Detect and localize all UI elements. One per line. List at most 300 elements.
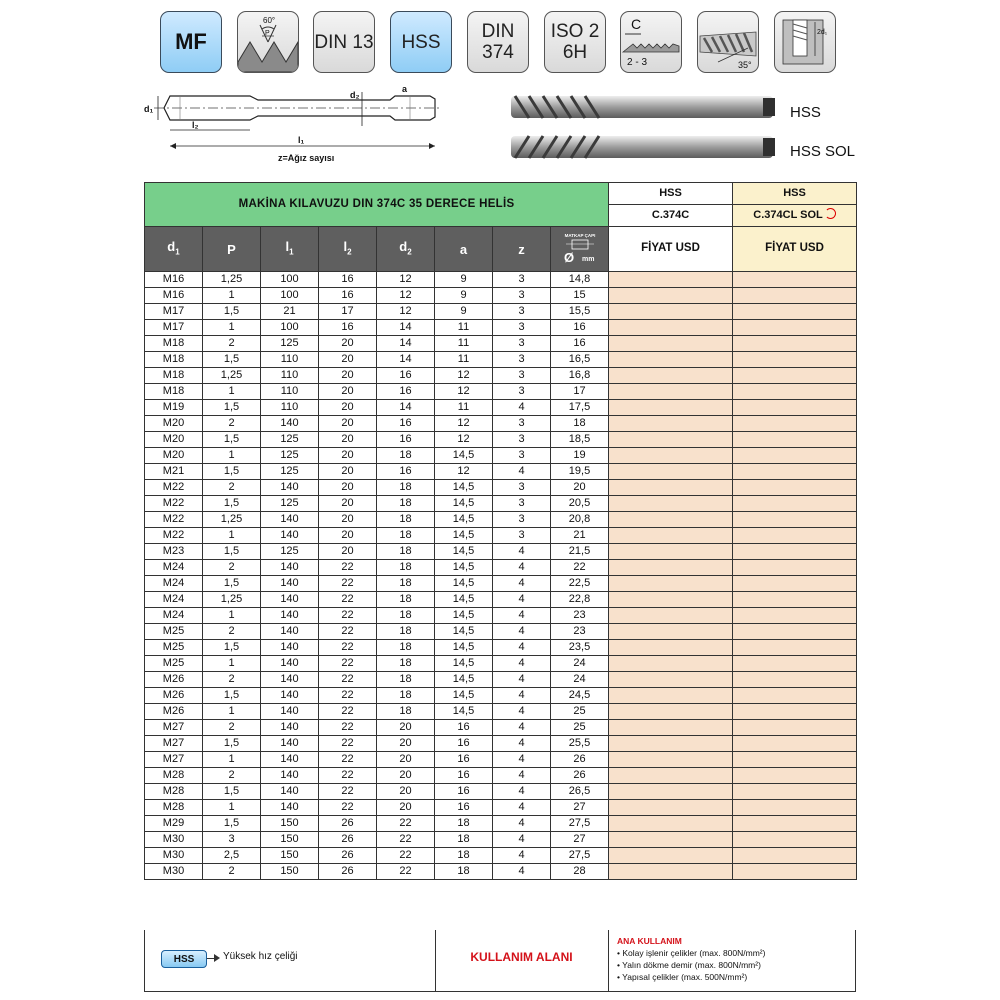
cell-p: 1,5 [203, 816, 261, 832]
price-cell-product2 [733, 832, 857, 848]
hss-icon [390, 11, 452, 73]
cell-drill: 23 [551, 608, 609, 624]
cell-d1: M28 [145, 768, 203, 784]
col-header-a: a [435, 227, 493, 272]
price-cell-product2 [733, 416, 857, 432]
cell-z: 4 [493, 672, 551, 688]
cell-l1: 140 [261, 752, 319, 768]
cell-d1: M28 [145, 784, 203, 800]
price-cell-product1 [609, 368, 733, 384]
price-cell-product1 [609, 800, 733, 816]
cell-l1: 140 [261, 656, 319, 672]
cell-l1: 140 [261, 704, 319, 720]
price-cell-product2 [733, 464, 857, 480]
col-header-l1: $l_1$ [261, 227, 319, 272]
col-header-drill [551, 227, 609, 272]
cell-p: 1 [203, 608, 261, 624]
table-row [145, 560, 857, 576]
cell-a: 18 [435, 848, 493, 864]
cell-a: 18 [435, 816, 493, 832]
cell-a: 16 [435, 752, 493, 768]
cell-l2: 20 [319, 480, 377, 496]
cell-p: 1,5 [203, 736, 261, 752]
cell-l1: 140 [261, 528, 319, 544]
price-cell-product2 [733, 784, 857, 800]
cell-l1: 110 [261, 368, 319, 384]
footer-divider [608, 930, 609, 991]
price-cell-product2 [733, 320, 857, 336]
cell-drill: 27,5 [551, 816, 609, 832]
product1-material: HSS [609, 183, 733, 205]
cell-a: 12 [435, 384, 493, 400]
cell-z: 4 [493, 800, 551, 816]
main-usage-item: • Yalın dökme demir (max. 800N/mm²) [617, 960, 761, 970]
cell-p: 2 [203, 864, 261, 880]
cell-drill: 27 [551, 800, 609, 816]
cell-drill: 26 [551, 752, 609, 768]
cell-l1: 140 [261, 480, 319, 496]
cell-p: 2,5 [203, 848, 261, 864]
cell-z: 3 [493, 336, 551, 352]
table-row [145, 544, 857, 560]
cell-l1: 110 [261, 352, 319, 368]
table-row [145, 368, 857, 384]
cell-a: 14,5 [435, 656, 493, 672]
cell-d1: M24 [145, 560, 203, 576]
cell-a: 16 [435, 784, 493, 800]
price-cell-product1 [609, 400, 733, 416]
product1-code: C.374C [609, 205, 733, 227]
price-cell-product1 [609, 624, 733, 640]
cell-l1: 140 [261, 640, 319, 656]
price-cell-product2 [733, 512, 857, 528]
cell-z: 3 [493, 432, 551, 448]
din374-icon [467, 11, 529, 73]
cell-l1: 100 [261, 288, 319, 304]
cell-d1: M25 [145, 656, 203, 672]
cell-d1: M19 [145, 400, 203, 416]
cell-d2: 20 [377, 720, 435, 736]
cell-p: 1,5 [203, 544, 261, 560]
cell-d1: M18 [145, 336, 203, 352]
price-cell-product1 [609, 560, 733, 576]
table-row [145, 592, 857, 608]
cell-d1: M24 [145, 592, 203, 608]
cell-d1: M18 [145, 384, 203, 400]
cell-p: 1 [203, 752, 261, 768]
table-row [145, 832, 857, 848]
hss-sol-photo-label: HSS SOL [790, 143, 856, 160]
cell-z: 3 [493, 352, 551, 368]
price-cell-product1 [609, 640, 733, 656]
table-row [145, 432, 857, 448]
cell-drill: 28 [551, 864, 609, 880]
cell-a: 11 [435, 320, 493, 336]
mf-icon [160, 11, 222, 73]
thread-angle-icon [237, 11, 299, 73]
cell-z: 4 [493, 464, 551, 480]
product2-code-text: C.374CL SOL [753, 209, 823, 221]
price-cell-product2 [733, 480, 857, 496]
cell-z: 4 [493, 816, 551, 832]
cell-p: 1 [203, 320, 261, 336]
cell-z: 4 [493, 736, 551, 752]
cell-z: 4 [493, 704, 551, 720]
cell-a: 18 [435, 832, 493, 848]
cell-p: 1 [203, 288, 261, 304]
price-cell-product1 [609, 736, 733, 752]
legend-footer [144, 930, 856, 992]
cell-l1: 140 [261, 592, 319, 608]
cell-l1: 150 [261, 848, 319, 864]
cell-l2: 17 [319, 304, 377, 320]
iso-label: ISO 2 6H [550, 21, 600, 63]
iso-tolerance-icon [544, 11, 606, 73]
cell-l2: 20 [319, 432, 377, 448]
cell-l2: 20 [319, 368, 377, 384]
price-cell-product1 [609, 528, 733, 544]
cell-d1: M27 [145, 752, 203, 768]
cell-z: 4 [493, 400, 551, 416]
cell-d2: 18 [377, 608, 435, 624]
col-header-d2: $d_2$ [377, 227, 435, 272]
cell-drill: 20,5 [551, 496, 609, 512]
cell-l2: 20 [319, 496, 377, 512]
l1-label: l₁ [298, 135, 305, 145]
cell-l2: 20 [319, 528, 377, 544]
thread-pitch-text: P [265, 30, 270, 37]
cell-p: 2 [203, 560, 261, 576]
cell-z: 4 [493, 656, 551, 672]
cell-d1: M25 [145, 640, 203, 656]
table-row [145, 816, 857, 832]
cell-z: 3 [493, 512, 551, 528]
cell-l2: 26 [319, 864, 377, 880]
cell-drill: 17,5 [551, 400, 609, 416]
chamfer-range: 2 - 3 [627, 57, 648, 68]
din13-label: DIN 13 [314, 31, 374, 53]
spec-icon-row [160, 11, 840, 73]
cell-d2: 18 [377, 528, 435, 544]
cell-l1: 21 [261, 304, 319, 320]
cell-d2: 22 [377, 864, 435, 880]
cell-d2: 18 [377, 576, 435, 592]
price-cell-product2 [733, 336, 857, 352]
cell-a: 14,5 [435, 704, 493, 720]
main-usage-title: ANA KULLANIM [617, 936, 682, 946]
cell-drill: 17 [551, 384, 609, 400]
cell-d2: 18 [377, 512, 435, 528]
cell-d2: 14 [377, 320, 435, 336]
cell-l1: 140 [261, 768, 319, 784]
price-cell-product1 [609, 672, 733, 688]
price-cell-product1 [609, 464, 733, 480]
cell-p: 1 [203, 656, 261, 672]
chamfer-letter: C [631, 16, 642, 32]
cell-p: 2 [203, 720, 261, 736]
main-usage-item: • Yapısal çelikler (max. 500N/mm²) [617, 972, 748, 982]
cell-d2: 18 [377, 480, 435, 496]
a-label: a [402, 84, 408, 94]
price-cell-product2 [733, 592, 857, 608]
price-cell-product1 [609, 496, 733, 512]
col-header-p: P [203, 227, 261, 272]
cell-l1: 140 [261, 736, 319, 752]
price-cell-product1 [609, 816, 733, 832]
cell-p: 1,25 [203, 368, 261, 384]
price-cell-product1 [609, 272, 733, 288]
cell-drill: 24 [551, 656, 609, 672]
cell-drill: 20,8 [551, 512, 609, 528]
cell-d2: 18 [377, 496, 435, 512]
price-cell-product2 [733, 672, 857, 688]
cell-d1: M18 [145, 352, 203, 368]
table-row [145, 608, 857, 624]
cell-z: 3 [493, 528, 551, 544]
table-row [145, 496, 857, 512]
table-row [145, 320, 857, 336]
cell-l2: 20 [319, 400, 377, 416]
price-cell-product2 [733, 528, 857, 544]
hss-tap-image [511, 96, 775, 118]
table-row [145, 400, 857, 416]
table-row [145, 864, 857, 880]
cell-d1: M26 [145, 672, 203, 688]
cell-a: 9 [435, 272, 493, 288]
cell-p: 1,5 [203, 688, 261, 704]
cell-a: 14,5 [435, 688, 493, 704]
cell-p: 1 [203, 448, 261, 464]
cell-l1: 140 [261, 784, 319, 800]
table-row [145, 720, 857, 736]
cell-l1: 125 [261, 432, 319, 448]
cell-drill: 21 [551, 528, 609, 544]
price-cell-product2 [733, 640, 857, 656]
price-cell-product2 [733, 656, 857, 672]
cell-l1: 150 [261, 816, 319, 832]
cell-drill: 16,5 [551, 352, 609, 368]
price-cell-product2 [733, 576, 857, 592]
cell-p: 2 [203, 672, 261, 688]
cell-d1: M22 [145, 480, 203, 496]
cell-d2: 16 [377, 432, 435, 448]
cell-z: 4 [493, 848, 551, 864]
cell-a: 16 [435, 800, 493, 816]
cell-d1: M16 [145, 272, 203, 288]
cell-l1: 140 [261, 672, 319, 688]
price-cell-product2 [733, 496, 857, 512]
price-cell-product2 [733, 720, 857, 736]
cell-l1: 110 [261, 400, 319, 416]
spiral-flute-icon [697, 11, 759, 73]
cell-d2: 20 [377, 736, 435, 752]
mf-label: MF [175, 29, 207, 54]
cell-a: 14,5 [435, 576, 493, 592]
cell-p: 1,5 [203, 464, 261, 480]
cell-z: 4 [493, 624, 551, 640]
cell-drill: 14,8 [551, 272, 609, 288]
d1-label: d₁ [144, 104, 154, 114]
left-hand-rotation-icon [825, 208, 836, 219]
cell-d2: 14 [377, 352, 435, 368]
col-header-z: z [493, 227, 551, 272]
table-row [145, 464, 857, 480]
cell-a: 12 [435, 432, 493, 448]
cell-d2: 18 [377, 640, 435, 656]
cell-d2: 22 [377, 816, 435, 832]
price-cell-product2 [733, 432, 857, 448]
price-cell-product1 [609, 784, 733, 800]
cell-a: 11 [435, 400, 493, 416]
cell-drill: 25,5 [551, 736, 609, 752]
cell-d1: M20 [145, 448, 203, 464]
cell-drill: 25 [551, 720, 609, 736]
cell-d2: 14 [377, 336, 435, 352]
cell-d2: 12 [377, 272, 435, 288]
cell-drill: 16 [551, 336, 609, 352]
cell-p: 1,25 [203, 272, 261, 288]
cell-p: 1,5 [203, 432, 261, 448]
price-cell-product1 [609, 384, 733, 400]
table-row [145, 480, 857, 496]
price-cell-product2 [733, 608, 857, 624]
table-body [145, 272, 857, 880]
cell-p: 1,5 [203, 576, 261, 592]
table-row [145, 336, 857, 352]
cell-d2: 16 [377, 416, 435, 432]
cell-z: 4 [493, 640, 551, 656]
cell-drill: 26,5 [551, 784, 609, 800]
cell-z: 3 [493, 448, 551, 464]
cell-a: 14,5 [435, 480, 493, 496]
cell-drill: 27,5 [551, 848, 609, 864]
cell-d1: M24 [145, 608, 203, 624]
price-cell-product2 [733, 368, 857, 384]
cell-d2: 18 [377, 672, 435, 688]
cell-drill: 16 [551, 320, 609, 336]
table-row [145, 752, 857, 768]
cell-l1: 140 [261, 416, 319, 432]
cell-d1: M21 [145, 464, 203, 480]
cell-z: 3 [493, 384, 551, 400]
col-header-l2: $l_2$ [319, 227, 377, 272]
price-cell-product2 [733, 560, 857, 576]
flute-count-note: z=Ağız sayısı [278, 153, 335, 163]
price-cell-product2 [733, 384, 857, 400]
hss-label: HSS [401, 31, 441, 53]
cell-l1: 110 [261, 384, 319, 400]
cell-l1: 140 [261, 720, 319, 736]
chamfer-icon [620, 11, 682, 73]
din13-icon [313, 11, 375, 73]
cell-p: 1,25 [203, 592, 261, 608]
cell-z: 4 [493, 864, 551, 880]
cell-l2: 22 [319, 656, 377, 672]
cell-a: 14,5 [435, 528, 493, 544]
cell-z: 4 [493, 576, 551, 592]
hss-photo-label: HSS [790, 104, 821, 121]
cell-l2: 22 [319, 592, 377, 608]
cell-l1: 100 [261, 272, 319, 288]
table-row [145, 672, 857, 688]
cell-l2: 26 [319, 816, 377, 832]
cell-p: 2 [203, 416, 261, 432]
price-cell-product1 [609, 864, 733, 880]
cell-d1: M17 [145, 320, 203, 336]
cell-p: 1,5 [203, 304, 261, 320]
cell-d2: 18 [377, 560, 435, 576]
table-row [145, 848, 857, 864]
cell-p: 1,5 [203, 400, 261, 416]
cell-drill: 19,5 [551, 464, 609, 480]
cell-d1: M26 [145, 704, 203, 720]
cell-a: 14,5 [435, 624, 493, 640]
cell-d2: 16 [377, 464, 435, 480]
price-cell-product1 [609, 592, 733, 608]
cell-a: 18 [435, 864, 493, 880]
cell-l2: 16 [319, 320, 377, 336]
price-cell-product1 [609, 720, 733, 736]
cell-a: 12 [435, 416, 493, 432]
cell-d2: 20 [377, 752, 435, 768]
cell-z: 3 [493, 480, 551, 496]
cell-p: 1 [203, 528, 261, 544]
cell-l2: 22 [319, 608, 377, 624]
din374-label: DIN 374 [481, 21, 515, 63]
cell-l2: 20 [319, 464, 377, 480]
usage-area-label: KULLANIM ALANI [470, 950, 573, 964]
price-cell-product2 [733, 816, 857, 832]
cell-z: 3 [493, 416, 551, 432]
cell-a: 14,5 [435, 544, 493, 560]
drill-symbol: Ø [563, 249, 574, 265]
cell-d2: 20 [377, 784, 435, 800]
cell-z: 4 [493, 688, 551, 704]
main-usage-block [617, 935, 765, 983]
cell-p: 2 [203, 624, 261, 640]
cell-l2: 20 [319, 512, 377, 528]
cell-z: 4 [493, 784, 551, 800]
cell-drill: 18 [551, 416, 609, 432]
price-cell-product2 [733, 288, 857, 304]
cell-drill: 26 [551, 768, 609, 784]
cell-d2: 22 [377, 848, 435, 864]
cell-l1: 125 [261, 544, 319, 560]
price-cell-product2 [733, 736, 857, 752]
cell-d1: M24 [145, 576, 203, 592]
d2-label: d₂ [350, 90, 360, 100]
cell-d2: 18 [377, 624, 435, 640]
cell-a: 11 [435, 352, 493, 368]
cell-d2: 16 [377, 368, 435, 384]
cell-a: 12 [435, 368, 493, 384]
hss-description: Yüksek hız çeliği [223, 951, 298, 962]
cell-l1: 100 [261, 320, 319, 336]
cell-l2: 22 [319, 784, 377, 800]
price-cell-product2 [733, 688, 857, 704]
drill-diameter-icon [560, 231, 600, 265]
price-cell-product1 [609, 320, 733, 336]
cell-z: 3 [493, 304, 551, 320]
cell-p: 2 [203, 480, 261, 496]
table-row [145, 624, 857, 640]
cell-p: 1,25 [203, 512, 261, 528]
cell-l2: 20 [319, 384, 377, 400]
cell-a: 14,5 [435, 608, 493, 624]
cell-d2: 18 [377, 704, 435, 720]
cell-l2: 20 [319, 352, 377, 368]
cell-a: 9 [435, 304, 493, 320]
